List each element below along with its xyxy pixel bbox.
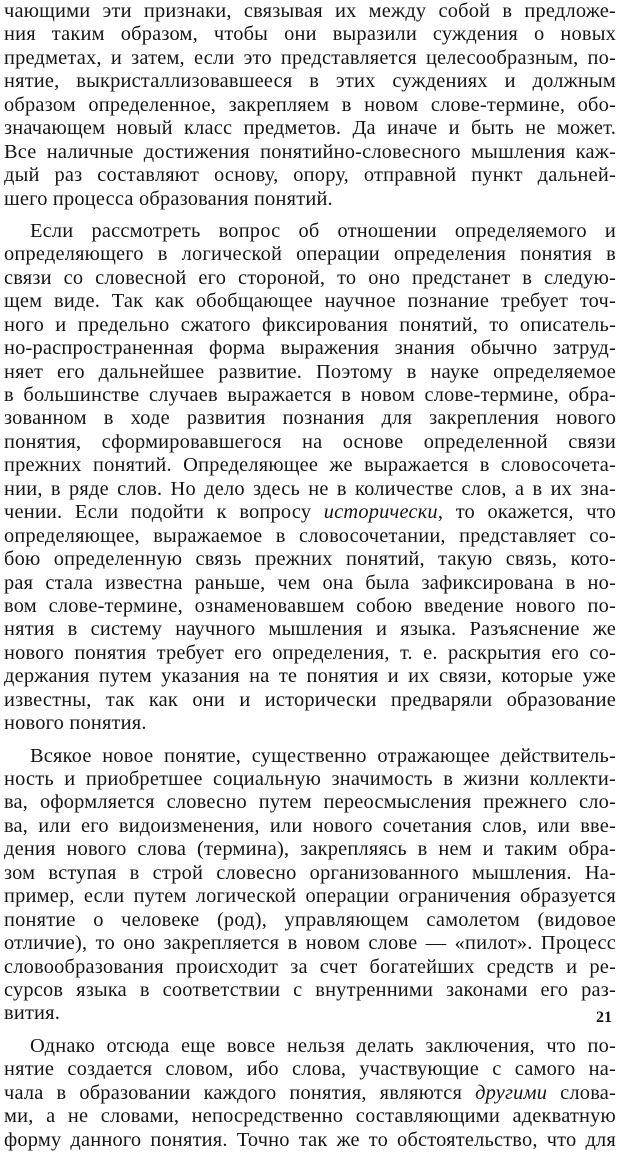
text-line: Все наличные достижения понятийно-словесного мышления каж- (4, 140, 616, 163)
emphasized-word: исторически (323, 501, 438, 524)
paragraph (4, 0, 616, 211)
text-line: словообразования происходит за счет богатейших средств и ре- (4, 955, 616, 978)
text-line: держания путем указания на те понятия и их связи, которые уже (4, 665, 616, 688)
text-line: понятия, сформировавшегося на основе определенной связи (4, 430, 616, 453)
text-line: нового понятия. (4, 712, 147, 735)
text-line: щем виде. Так как обобщающее научное познание требует точ- (4, 290, 616, 313)
text-line: Если рассмотреть вопрос об отношении определяемого и (30, 219, 616, 242)
text-line: но-распространенная форма выражения знания обычно затруд- (4, 337, 616, 360)
text-line: отличие), то оно закрепляется в новом слове — «пилот». Процесс (4, 932, 616, 955)
text-line: шего процесса образования понятий. (4, 187, 333, 210)
text-line: нятие, выкристаллизовавшееся в этих суждениях и должным (4, 70, 616, 93)
paragraph (4, 745, 616, 1026)
text-line: бою определенную связь прежних понятий, такую связь, кото- (4, 548, 616, 571)
text-line: форму данного понятия. Точно так же то обстоятельство, что для (4, 1128, 616, 1151)
text-line: вития. (4, 1002, 61, 1025)
text-line: значающем новый класс предметов. Да иначе и быть не может. (4, 117, 616, 140)
text-line: рая стала известна раньше, чем она была зафиксирована в но- (4, 571, 616, 594)
text-line: понятие о человеке (род), управляющем самолетом (видовое (4, 908, 616, 931)
text-line: ва, оформляется словесно путем переосмысления прежнего сло- (4, 791, 616, 814)
text-line: зованном в ходе развития познания для закрепления нового (4, 407, 616, 430)
text-line: чающими эти признаки, связывая их между собой в предложе- (4, 0, 616, 22)
text-line: чала в образовании каждого понятия, являются другими слова- (4, 1081, 616, 1104)
text-line: вом слове-термине, ознаменовавшем собою введение нового по- (4, 594, 616, 617)
text-line: дый раз составляют основу, опору, отправной пункт дальней- (4, 164, 616, 187)
book-page (4, 0, 616, 1151)
text-line: зом вступая в строй словесно организованного мышления. На- (4, 861, 616, 884)
text-line: няет его дальнейшее развитие. Поэтому в науке определяемое (4, 360, 616, 383)
text-line: нии, в ряде слов. Но дело здесь не в количестве слов, а в их зна- (4, 477, 616, 500)
text-line: Всякое новое понятие, существенно отражающее действитель- (30, 744, 616, 767)
paragraph (4, 1035, 616, 1152)
paragraph-gap (4, 211, 616, 220)
paragraph (4, 220, 616, 736)
text-line: связи со словесной его стороной, то оно предстанет в следую- (4, 266, 616, 289)
text-line: прежних понятий. Определяющее же выражается в словосочета- (4, 454, 616, 477)
text-line: чении. Если подойти к вопросу исторически, то окажется, что (4, 501, 616, 524)
text-line: предметах, и затем, если это представляется целесообразным, по- (4, 46, 616, 69)
paragraph-gap (4, 736, 616, 745)
text-line: известны, так как они и исторически предваряли образование (4, 688, 616, 711)
text-line: ми, а не словами, непосредственно составляющими адекватную (4, 1105, 616, 1128)
text-line: ния таким образом, чтобы они выразили суждения о новых (4, 23, 616, 46)
text-line: нятие создается словом, ибо слова, участвующие с самого на- (4, 1058, 616, 1081)
text-line: пример, если путем логической операции ограничения образуется (4, 885, 616, 908)
text-line: определяющего в логической операции определения понятия в (4, 243, 616, 266)
page-number: 21 (596, 1009, 612, 1026)
text-line: ность и приобретшее социальную значимость в жизни коллекти- (4, 768, 616, 790)
emphasized-word: другими (475, 1081, 548, 1104)
text-line: дения нового слова (термина), закрепляясь в нем и таким обра- (4, 838, 616, 861)
text-line: сурсов языка в соответствии с внутренними законами его раз- (4, 978, 616, 1001)
text-line: нового понятия требует его определения, т. е. раскрытия его со- (4, 641, 616, 664)
paragraph-gap (4, 1026, 616, 1035)
text-line: Однако отсюда еще вовсе нельзя делать заключения, что по- (30, 1034, 616, 1057)
text-line: нятия в систему научного мышления и языка. Разъяснение же (4, 618, 616, 641)
text-line: определяющее, выражаемое в словосочетании, представляет со- (4, 524, 616, 547)
text-line: образом определенное, закрепляем в новом слове-термине, обо- (4, 93, 616, 116)
text-line: ва, или его видоизменения, или нового сочетания слов, или вве- (4, 814, 616, 837)
text-line: в большинстве случаев выражается в новом слове-термине, обра- (4, 384, 616, 406)
text-line: ного и предельно сжатого фиксирования понятий, то описатель- (4, 313, 616, 336)
